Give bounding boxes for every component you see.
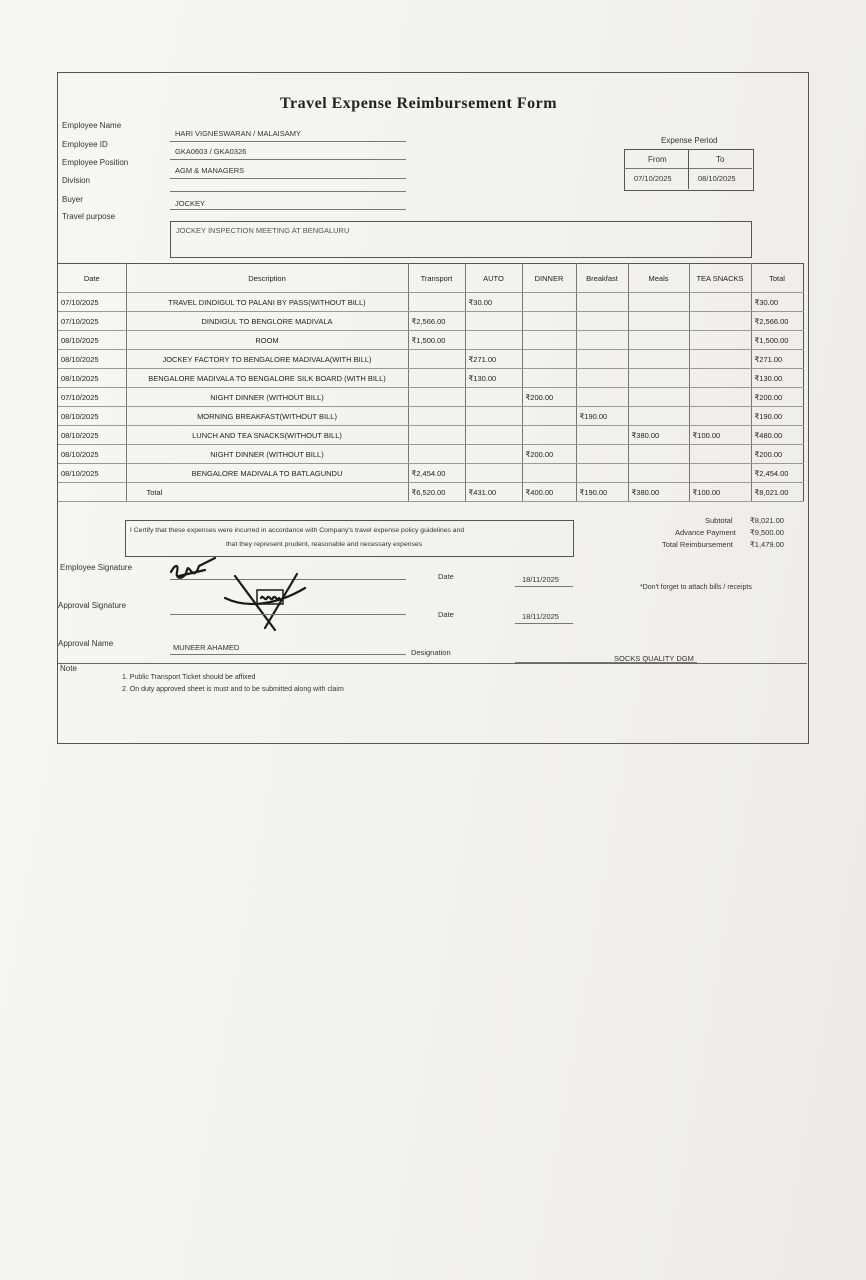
- approval-name-label: Approval Name: [58, 639, 114, 648]
- attach-bills-note: *Don't forget to attach bills / receipts: [640, 584, 752, 591]
- table-row: [58, 426, 803, 445]
- cell-transport: [408, 369, 465, 388]
- certification-line-1: I Certify that these expenses were incurred in accordance with Company's travel expense policy guidelines and: [130, 527, 465, 534]
- cell-total: ₹130.00: [751, 369, 803, 388]
- expense-period-label: Expense Period: [661, 136, 718, 145]
- table-header-row: [58, 264, 803, 293]
- cell-dinner: [522, 350, 576, 369]
- cell-tea: [689, 369, 751, 388]
- division-label: Division: [62, 176, 91, 185]
- cell-dinner: ₹200.00: [522, 388, 576, 407]
- table-row: [58, 369, 803, 388]
- header-meals: Meals: [628, 264, 689, 293]
- cell-auto: ₹130.00: [465, 369, 522, 388]
- approval-name-value: MUNEER AHAMED: [173, 643, 240, 652]
- cell-breakfast: [576, 445, 628, 464]
- cell-tea: [689, 331, 751, 350]
- cell-meals: [628, 445, 689, 464]
- cell-desc: ROOM: [126, 331, 408, 350]
- cell-date: 08/10/2025: [58, 445, 126, 464]
- cell-desc: JOCKEY FACTORY TO BENGALORE MADIVALA(WITH BILL): [126, 350, 408, 369]
- header-breakfast: Breakfast: [576, 264, 628, 293]
- cell-breakfast: [576, 426, 628, 445]
- employee-name-value: HARI VIGNESWARAN / MALAISAMY: [175, 129, 301, 138]
- cell-auto: [465, 464, 522, 483]
- header-tea-snacks: TEA SNACKS: [689, 264, 751, 293]
- cell-transport: ₹1,500.00: [408, 331, 465, 350]
- employee-id-value: GKA0603 / GKA0326: [175, 147, 247, 156]
- totals-row: [58, 483, 803, 502]
- employee-position-label: Employee Position: [62, 158, 129, 167]
- total-dinner: ₹400.00: [522, 483, 576, 502]
- cell-dinner: ₹200.00: [522, 445, 576, 464]
- cell-tea: [689, 407, 751, 426]
- cell-meals: ₹380.00: [628, 426, 689, 445]
- cell-date: 08/10/2025: [58, 426, 126, 445]
- cell-desc: NIGHT DINNER (WITHOUT BILL): [126, 445, 408, 464]
- table-row: [58, 407, 803, 426]
- cell-total: ₹2,566.00: [751, 312, 803, 331]
- total-tea: ₹100.00: [689, 483, 751, 502]
- expense-table: [58, 263, 804, 502]
- cell-total: ₹1,500.00: [751, 331, 803, 350]
- cell-auto: [465, 312, 522, 331]
- cell-breakfast: [576, 331, 628, 350]
- header-description: Description: [126, 264, 408, 293]
- cell-desc: MORNING BREAKFAST(WITHOUT BILL): [126, 407, 408, 426]
- cell-desc: BENGALORE MADIVALA TO BATLAGUNDU: [126, 464, 408, 483]
- cell-auto: [465, 426, 522, 445]
- cell-tea: [689, 312, 751, 331]
- cell-transport: ₹2,454.00: [408, 464, 465, 483]
- total-breakfast: ₹190.00: [576, 483, 628, 502]
- employee-id-label: Employee ID: [62, 140, 108, 149]
- cell-meals: [628, 331, 689, 350]
- cell-date: 08/10/2025: [58, 350, 126, 369]
- cell-date: 08/10/2025: [58, 407, 126, 426]
- cell-tea: [689, 350, 751, 369]
- cell-total: ₹2,454.00: [751, 464, 803, 483]
- cell-breakfast: [576, 293, 628, 312]
- total-reimbursement-label: Total Reimbursement: [662, 540, 733, 549]
- advance-value: ₹9,500.00: [750, 528, 784, 537]
- cell-date: 08/10/2025: [58, 464, 126, 483]
- cell-total: ₹30.00: [751, 293, 803, 312]
- cell-meals: [628, 369, 689, 388]
- total-reimbursement-value: ₹1,479.00: [750, 540, 784, 549]
- cell-total: ₹271.00: [751, 350, 803, 369]
- cell-breakfast: [576, 312, 628, 331]
- from-date: 07/10/2025: [634, 174, 672, 183]
- cell-desc: LUNCH AND TEA SNACKS(WITHOUT BILL): [126, 426, 408, 445]
- cell-tea: [689, 388, 751, 407]
- employee-date-label: Date: [438, 572, 454, 581]
- certification-line-2: that they represent prudent, reasonable and necessary expenses: [226, 541, 423, 548]
- cell-transport: [408, 426, 465, 445]
- advance-label: Advance Payment: [675, 528, 736, 537]
- approval-date-label: Date: [438, 610, 454, 619]
- cell-transport: [408, 407, 465, 426]
- employee-name-label: Employee Name: [62, 121, 122, 130]
- cell-transport: [408, 293, 465, 312]
- note-item-1: 1. Public Transport Ticket should be affixed: [122, 674, 256, 681]
- cell-transport: [408, 445, 465, 464]
- table-row: [58, 312, 803, 331]
- cell-total: ₹190.00: [751, 407, 803, 426]
- cell-date: 07/10/2025: [58, 312, 126, 331]
- expense-period-box: [624, 149, 754, 191]
- cell-meals: [628, 312, 689, 331]
- cell-total: ₹200.00: [751, 445, 803, 464]
- note-item-2: 2. On duty approved sheet is must and to be submitted along with claim: [122, 686, 344, 693]
- employee-date: 18/11/2025: [522, 575, 559, 584]
- cell-meals: [628, 388, 689, 407]
- note-label: Note: [60, 664, 77, 673]
- from-label: From: [648, 155, 667, 164]
- total-auto: ₹431.00: [465, 483, 522, 502]
- total-transport: ₹6,520.00: [408, 483, 465, 502]
- cell-desc: TRAVEL DINDIGUL TO PALANI BY PASS(WITHOUT BILL): [126, 293, 408, 312]
- cell-date: 08/10/2025: [58, 331, 126, 350]
- cell-dinner: [522, 407, 576, 426]
- cell-tea: ₹100.00: [689, 426, 751, 445]
- employee-position-value: AGM & MANAGERS: [175, 166, 245, 175]
- table-row: [58, 293, 803, 312]
- cell-tea: [689, 464, 751, 483]
- cell-dinner: [522, 464, 576, 483]
- cell-transport: [408, 388, 465, 407]
- cell-dinner: [522, 293, 576, 312]
- travel-purpose-label: Travel purpose: [62, 212, 116, 221]
- cell-total: ₹200.00: [751, 388, 803, 407]
- cell-date: 08/10/2025: [58, 369, 126, 388]
- cell-desc: NIGHT DINNER (WITHOUT BILL): [126, 388, 408, 407]
- designation-label: Designation: [411, 648, 451, 657]
- cell-meals: [628, 350, 689, 369]
- cell-tea: [689, 293, 751, 312]
- cell-total: ₹480.00: [751, 426, 803, 445]
- cell-breakfast: [576, 388, 628, 407]
- table-row: [58, 350, 803, 369]
- cell-auto: [465, 331, 522, 350]
- buyer-label: Buyer: [62, 195, 83, 204]
- employee-signature-label: Employee Signature: [60, 563, 133, 572]
- table-row: [58, 331, 803, 350]
- cell-date: 07/10/2025: [58, 388, 126, 407]
- buyer-value: JOCKEY: [175, 199, 206, 208]
- total-meals: ₹380.00: [628, 483, 689, 502]
- header-auto: AUTO: [465, 264, 522, 293]
- cell-meals: [628, 407, 689, 426]
- cell-dinner: [522, 426, 576, 445]
- cell-breakfast: [576, 464, 628, 483]
- approval-signature-image: [205, 568, 315, 638]
- cell-auto: [465, 407, 522, 426]
- approval-signature-label: Approval Signature: [58, 601, 127, 610]
- header-date: Date: [58, 264, 126, 293]
- subtotal-value: ₹8,021.00: [750, 516, 784, 525]
- cell-date: 07/10/2025: [58, 293, 126, 312]
- cell-dinner: [522, 369, 576, 388]
- to-date: 08/10/2025: [698, 174, 736, 183]
- form-title: Travel Expense Reimbursement Form: [280, 95, 558, 112]
- designation-value: SOCKS QUALITY DGM: [614, 654, 694, 663]
- header-total: Total: [751, 264, 803, 293]
- header-dinner: DINNER: [522, 264, 576, 293]
- table-row: [58, 464, 803, 483]
- total-label: Total: [126, 483, 408, 502]
- cell-tea: [689, 445, 751, 464]
- to-label: To: [716, 155, 725, 164]
- cell-breakfast: [576, 350, 628, 369]
- table-row: [58, 445, 803, 464]
- cell-auto: ₹30.00: [465, 293, 522, 312]
- cell-transport: [408, 350, 465, 369]
- cell-desc: DINDIGUL TO BENGLORE MADIVALA: [126, 312, 408, 331]
- table-row: [58, 388, 803, 407]
- cell-desc: BENGALORE MADIVALA TO BENGALORE SILK BOARD (WITH BILL): [126, 369, 408, 388]
- cell-breakfast: ₹190.00: [576, 407, 628, 426]
- cell-dinner: [522, 312, 576, 331]
- cell-auto: ₹271.00: [465, 350, 522, 369]
- subtotal-label: Subtotal: [705, 516, 733, 525]
- cell-breakfast: [576, 369, 628, 388]
- cell-dinner: [522, 331, 576, 350]
- cell-transport: ₹2,566.00: [408, 312, 465, 331]
- cell-meals: [628, 293, 689, 312]
- approval-date: 18/11/2025: [522, 612, 559, 621]
- header-transport: Transport: [408, 264, 465, 293]
- cell-auto: [465, 388, 522, 407]
- cell-meals: [628, 464, 689, 483]
- cell-auto: [465, 445, 522, 464]
- total-grand: ₹8,021.00: [751, 483, 803, 502]
- travel-purpose-value: JOCKEY INSPECTION MEETING AT BENGALURU: [176, 226, 350, 235]
